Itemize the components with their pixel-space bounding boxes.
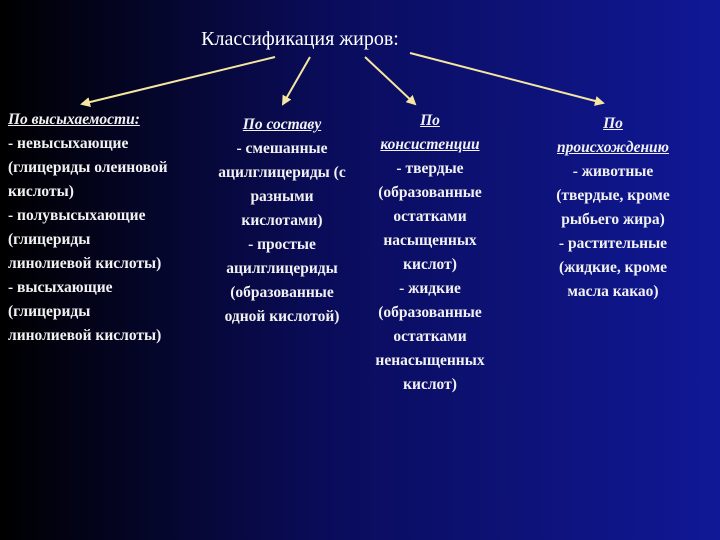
column-line: - простые xyxy=(248,236,316,253)
column-line: - твердые xyxy=(396,160,464,177)
column-line: (глицериды xyxy=(8,303,91,320)
column-line: кислоты) xyxy=(8,183,74,200)
column-line: - полувысыхающие xyxy=(8,207,146,224)
column-line: кислотами) xyxy=(241,212,323,229)
column-heading: происхождению xyxy=(556,139,669,156)
column-line: (глицериды xyxy=(8,231,91,248)
column-line: (твердые, кроме xyxy=(556,187,670,204)
column-line: - растительные xyxy=(558,235,668,252)
column-line: ненасыщенных xyxy=(375,352,485,369)
column-line: - невысыхающие xyxy=(8,135,129,152)
column-line: остатками xyxy=(393,208,467,225)
column-heading: По xyxy=(420,112,440,129)
column-line: (образованные xyxy=(378,304,482,321)
column-consistency xyxy=(356,109,504,397)
column-line: - высыхающие xyxy=(8,279,113,296)
column-line: - животные xyxy=(572,163,654,180)
arrow-to-consistency xyxy=(365,57,415,104)
column-composition xyxy=(196,113,368,329)
column-line: (образованные xyxy=(230,284,334,301)
column-line: (глицериды олеиновой xyxy=(8,159,168,176)
slide-title: Классификация жиров: xyxy=(201,28,399,50)
column-line: разными xyxy=(250,188,314,205)
arrow-to-origin xyxy=(410,53,603,103)
column-line: рыбьего жира) xyxy=(561,211,665,228)
column-line: (жидкие, кроме xyxy=(558,259,668,276)
column-origin xyxy=(530,112,696,304)
column-line: кислот) xyxy=(403,376,457,393)
column-heading: По составу xyxy=(242,116,322,133)
arrow-to-drying xyxy=(82,57,275,104)
arrow-to-composition xyxy=(283,57,310,104)
column-line: одной кислотой) xyxy=(224,308,340,325)
column-line: масла какао) xyxy=(567,283,659,300)
column-line: кислот) xyxy=(403,256,457,273)
column-line: ацилглицериды xyxy=(226,260,338,277)
column-line: ацилглицериды (с xyxy=(218,164,346,181)
column-line: остатками xyxy=(393,328,467,345)
column-line: насыщенных xyxy=(383,232,477,249)
column-drying xyxy=(8,108,228,348)
column-line: (образованные xyxy=(378,184,482,201)
column-heading: По высыхаемости: xyxy=(8,111,140,128)
column-line: линолиевой кислоты) xyxy=(8,327,162,344)
column-line: - смешанные xyxy=(236,140,328,157)
column-heading: консистенции xyxy=(380,136,480,153)
column-line: линолиевой кислоты) xyxy=(8,255,162,272)
column-line: - жидкие xyxy=(399,280,461,297)
column-heading: По xyxy=(603,115,623,132)
